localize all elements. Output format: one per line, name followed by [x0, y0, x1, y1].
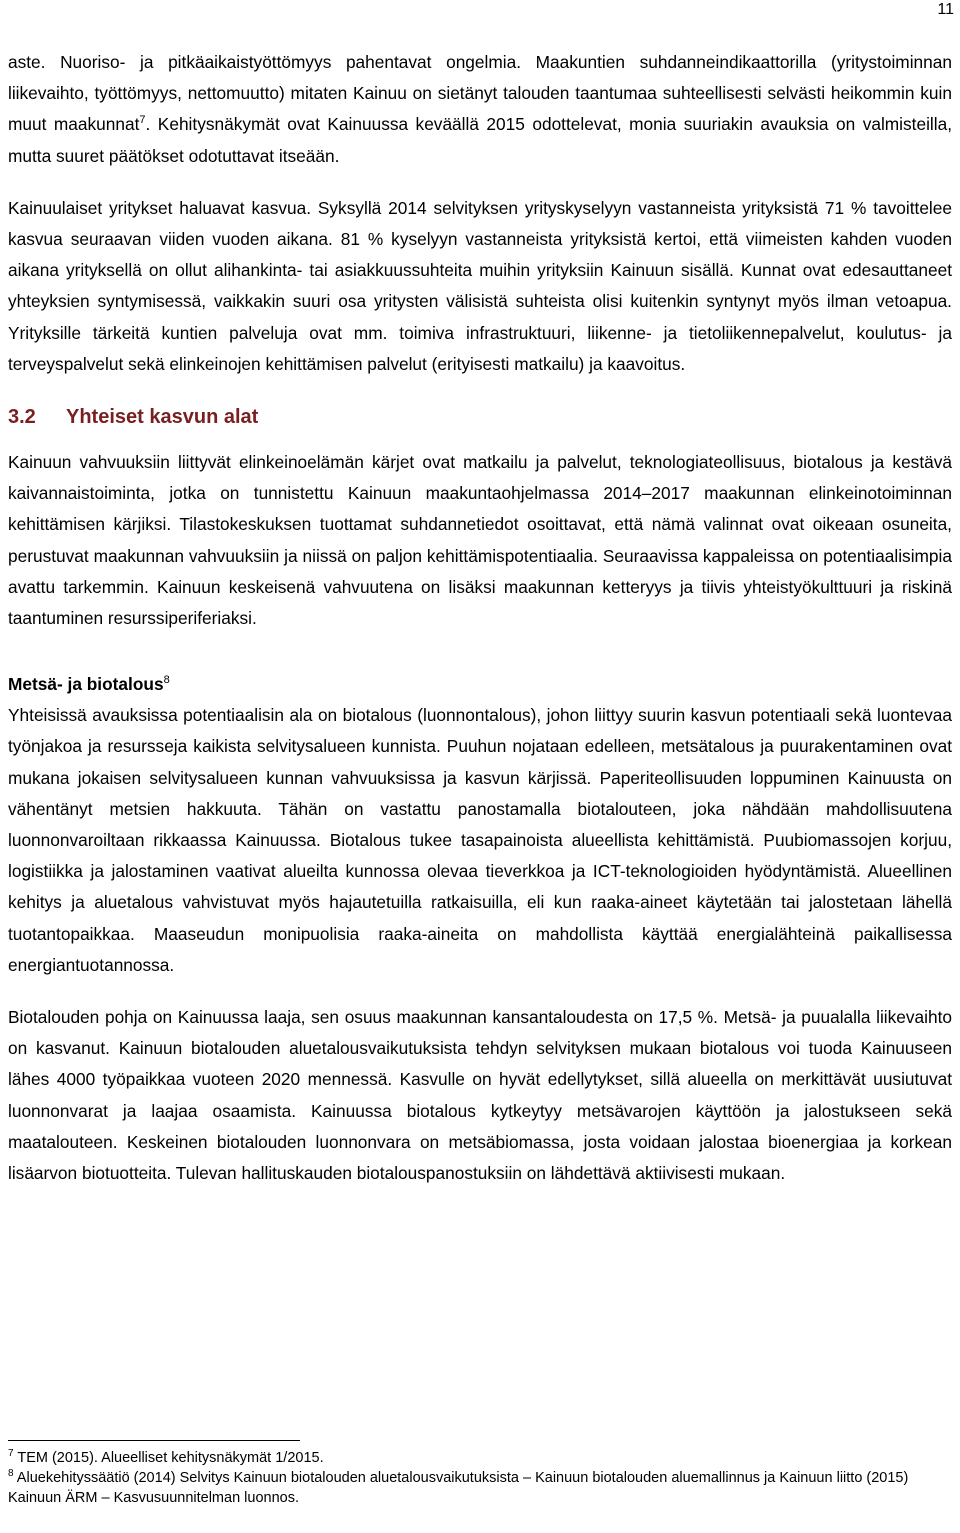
paragraph-bioeconomy-base: Biotalouden pohja on Kainuussa laaja, sen osuus maakunnan kansantaloudesta on 17,5 %. Metsä- ja puualalla liikevaihto on kasvanut. Kainuun biotalouden aluetalousvaikutuksista tehdyn selvityksen mukaan biotalous voi tuoda Kainuuseen lähes 4000 työpaikkaa vuoteen 2020 mennessä. Kasvulle on hyvät edellytykset, sillä alueella on merkittävät uusiutuvat luonnonvarat ja laajaa osaamista. Kainuussa biotalous kytkeytyy metsävarojen käyttöön ja jalostukseen sekä maatalouteen. Keskeinen biotalouden luonnonvara on metsäbiomassa, josta voidaan jalostaa bioenergiaa ja korkean lisäarvon biotuotteita. Tulevan hallituskauden biotalouspanostuksiin on lähdettävä aktiivisesti mukaan.	[8, 1007, 952, 1184]
section-title: Yhteiset kasvun alat	[66, 406, 259, 429]
footnote-text: Aluekehityssäätiö (2014) Selvitys Kainuun biotalouden aluetalousvaikutuksista – Kainuun biotalouden aluemallinnus ja Kainuun liitto (2015) Kainuun ÄRM – Kasvusuunnitelman luonnos.	[8, 1470, 909, 1506]
footnote-text: TEM (2015). Alueelliset kehitysnäkymät 1/2015.	[17, 1450, 324, 1466]
paragraph-outlook	[8, 47, 952, 172]
paragraph-outlook-text-a: aste. Nuoriso- ja pitkäaikaistyöttömyys pahentavat ongelmia. Maakuntien suhdanneindikaattorilla (yritystoiminnan liikevaihto, työttömyys, nettomuutto) mitaten Kainuu on sietänyt talouden taantumaa suhteellisesti selvästi heikommin kuin muut maakunnat	[8, 52, 952, 135]
paragraph-companies: Kainuulaiset yritykset haluavat kasvua. Syksyllä 2014 selvityksen yrityskyselyyn vastanneista yrityksistä 71 % tavoittelee kasvua seuraavan viiden vuoden aikana. 81 % kyselyyn vastanneista yrityksistä kertoi, että viimeisten kahden vuoden aikana yrityksellä on ollut alihankinta- tai asiakkuussuhteita muihin yrityksiin Kainuun sisällä. Kunnat ovat edesauttaneet yhteyksien syntymisessä, vaikkakin suuri osa yritysten välisistä suhteista olisi kuitenkin syntynyt myös ilman vetoapua. Yrityksille tärkeitä kuntien palveluja ovat mm. toimiva infrastruktuuri, liikenne- ja tietoliikennepalvelut, koulutus- ja terveyspalvelut sekä elinkeinojen kehittämisen palvelut (erityisesti matkailu) ja kaavoitus.	[8, 197, 952, 374]
subheading-forest-bioeconomy	[8, 669, 952, 700]
footnote-7	[8, 1448, 932, 1468]
footnotes	[8, 1440, 932, 1508]
section-heading	[8, 404, 952, 430]
paragraph-outlook-text-b: . Kehitysnäkymät ovat Kainuussa keväällä 2015 odottelevat, monia suuriakin avauksia on valmisteilla, mutta suuret päätökset odotuttavat itseään.	[8, 114, 953, 166]
subheading-title: Metsä- ja biotalous	[8, 674, 164, 695]
footnote-mark: 7	[8, 1448, 14, 1460]
page-number: 11	[937, 1, 954, 18]
footnote-reference-7: 7	[139, 114, 146, 127]
paragraph-strengths: Kainuun vahvuuksiin liittyvät elinkeinoelämän kärjet ovat matkailu ja palvelut, teknologiateollisuus, biotalous ja kestävä kaivannaistoiminta, jotka on tunnistettu Kainuun maakuntaohjelmassa 2014–2017 maakunnan elinkeinotoiminnan kehittämisen kärjiksi. Tilastokeskuksen tuottamat suhdannetiedot osoittavat, että nämä valinnat ovat oikeaan osuneita, perustuvat maakunnan vahvuuksiin ja niissä on paljon kehittämispotentiaalia. Seuraavissa kappaleissa on potentiaalisimpia avattu tarkemmin. Kainuun keskeisenä vahvuutena on lisäksi maakunnan ketteryys ja tiivis yhteistyökulttuuri ja riskinä taantuminen resurssiperiferiaksi.	[8, 452, 952, 629]
footnote-reference-8: 8	[163, 674, 170, 687]
footnote-divider	[8, 1440, 300, 1441]
footnote-8	[8, 1468, 932, 1508]
document-body	[8, 47, 952, 1189]
section-number: 3.2	[8, 406, 36, 429]
footnote-mark: 8	[8, 1468, 14, 1480]
paragraph-bioeconomy-potential: Yhteisissä avauksissa potentiaalisin ala on biotalous (luonnontalous), johon liittyy suurin kasvun potentiaali sekä luontevaa työnjakoa ja resursseja kaikista selvitysalueen kunnista. Puuhun nojataan edelleen, metsätalous ja puurakentaminen ovat mukana jokaisen selvitysalueen kunnan vahvuuksissa ja kasvun kärjissä. Paperiteollisuuden loppuminen Kainuusta on vähentänyt metsien hakkuuta. Tähän on vastattu panostamalla biotalouteen, joka nähdään mahdollisuutena luonnonvaroiltaan rikkaassa Kainuussa. Biotalous tukee tasapainoista alueellista kehittämistä. Puubiomassojen korjuu, logistiikka ja jalostaminen vaativat alueilta kunnossa olevaa tieverkkoa ja ICT-teknologioiden hyödyntämistä. Alueellinen kehitys ja aluetalous vahvistuvat myös hajautetuilla ratkaisuilla, eli kun raaka-aineet käytetään tai jalostetaan lähellä tuotantopaikkaa. Maaseudun monipuolisia raaka-aineita on mahdollista käyttää energialähteinä paikallisessa energiantuotannossa.	[8, 705, 952, 975]
